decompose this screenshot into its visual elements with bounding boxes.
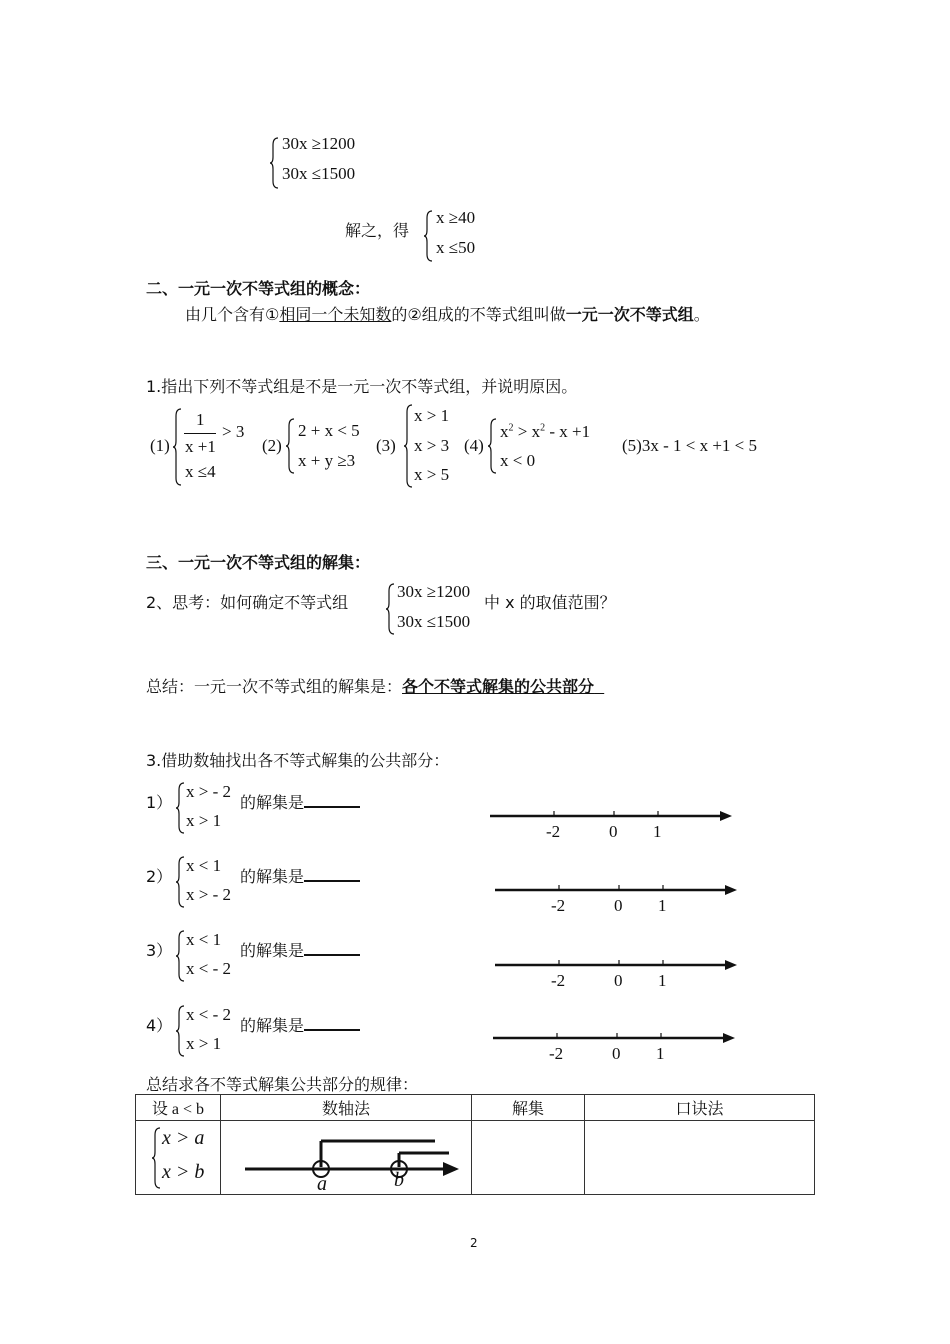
brace	[176, 856, 186, 908]
page-number: 2	[470, 1236, 478, 1250]
system-line: x ≤50	[436, 238, 476, 257]
number-line-cell	[221, 1121, 472, 1195]
system-line: x > 3	[414, 436, 450, 455]
section-heading: 二、一元一次不等式组的概念：	[146, 279, 371, 298]
brace	[270, 137, 280, 189]
system-line: x < 1	[186, 930, 222, 949]
item-label: (1)	[150, 436, 170, 455]
tick-label: 0	[614, 896, 623, 915]
question-3: 3.借助数轴找出各不等式解集的公共部分：	[146, 751, 450, 770]
rule-title: 总结求各不等式解集公共部分的规律：	[146, 1075, 419, 1094]
brace	[424, 210, 434, 262]
system-line: 30x ≥1200	[282, 134, 356, 153]
fraction-denominator: x +1	[185, 437, 216, 456]
system-line: x > 1	[186, 811, 222, 830]
think-prefix: 2、思考：如何确定不等式组	[146, 593, 349, 612]
system-line: x < 1	[186, 856, 222, 875]
solve-prefix: 解之，得	[345, 221, 410, 240]
system-line: x > 1	[186, 1034, 222, 1053]
item-label: 1）	[146, 793, 173, 812]
brace	[404, 404, 414, 488]
tick-label: 1	[658, 896, 667, 915]
answer-blank[interactable]	[304, 866, 360, 882]
answer-prompt: 的解集是	[240, 938, 360, 961]
system-line: x + y ≥3	[298, 451, 356, 470]
brace	[173, 408, 183, 486]
tick-label: -2	[546, 822, 561, 841]
brace	[176, 1005, 186, 1057]
point-label: b	[394, 1169, 404, 1191]
answer-prompt: 的解集是	[240, 790, 360, 813]
section-heading: 三、一元一次不等式组的解集：	[146, 553, 371, 572]
tick-label: 1	[656, 1044, 665, 1063]
system-line: x < 0	[500, 451, 536, 470]
answer-blank[interactable]	[304, 792, 360, 808]
system-line: x > 5	[414, 465, 450, 484]
brace	[488, 418, 498, 474]
fraction-bar	[184, 433, 216, 434]
tick-label: -2	[551, 896, 566, 915]
answer-cell[interactable]	[585, 1121, 815, 1195]
system-line: x > 1	[414, 406, 450, 425]
item-label: (5)3x - 1 < x +1 < 5	[622, 436, 757, 455]
system-line: x > b	[162, 1161, 205, 1183]
think-suffix: 中 x 的取值范围？	[484, 593, 616, 612]
tick-label: 1	[658, 971, 667, 990]
header-cell: 数轴法	[221, 1095, 472, 1121]
definition: 由几个含有①相同一个未知数的②组成的不等式组叫做一元一次不等式组。	[185, 305, 710, 324]
item-label: 4）	[146, 1016, 173, 1035]
tick-label: 0	[614, 971, 623, 990]
system-line: x > - 2	[186, 885, 231, 904]
item-label: (3)	[376, 436, 396, 455]
system-line: x < - 2	[186, 959, 231, 978]
brace	[386, 583, 396, 635]
system-line: x ≥40	[436, 208, 476, 227]
answer-blank[interactable]	[304, 940, 360, 956]
tick-label: 0	[612, 1044, 621, 1063]
answer-prompt: 的解集是	[240, 864, 360, 887]
header-cell: 口诀法	[585, 1095, 815, 1121]
tick-label: -2	[549, 1044, 564, 1063]
summary: 总结：一元一次不等式组的解集是：各个不等式解集的公共部分	[146, 677, 595, 696]
system-cell	[136, 1121, 221, 1195]
number-line-diagram	[239, 1129, 469, 1193]
system-line: x > - 2	[186, 782, 231, 801]
tick-label: -2	[551, 971, 566, 990]
question-1: 1.指出下列不等式组是不是一元一次不等式组，并说明原因。	[146, 377, 578, 396]
answer-blank[interactable]	[304, 1015, 360, 1031]
rule-table	[135, 1094, 815, 1195]
fraction-numerator: 1	[196, 410, 205, 429]
brace	[286, 418, 296, 474]
brace	[176, 782, 186, 834]
item-label: 2）	[146, 867, 173, 886]
tick-label: 1	[653, 822, 662, 841]
header-cell: 设 a < b	[136, 1095, 221, 1121]
point-label: a	[317, 1173, 327, 1195]
header-cell: 解集	[472, 1095, 585, 1121]
brace	[176, 930, 186, 982]
tick-label: 0	[609, 822, 618, 841]
item-label: 3）	[146, 941, 173, 960]
system-line: x < - 2	[186, 1005, 231, 1024]
system-line: x ≤4	[185, 462, 216, 481]
answer-cell[interactable]	[472, 1121, 585, 1195]
item-label: (2)	[262, 436, 282, 455]
system-line: 30x ≤1500	[282, 164, 356, 183]
system-line: 30x ≥1200	[397, 582, 471, 601]
brace	[152, 1127, 162, 1189]
answer-prompt: 的解集是	[240, 1013, 360, 1036]
system-line: 2 + x < 5	[298, 421, 360, 440]
system-line: $x^2 > x^2 - x +1$	[500, 422, 591, 441]
system-line: x > a	[162, 1127, 205, 1149]
system-line: 30x ≤1500	[397, 612, 471, 631]
item-label: (4)	[464, 436, 484, 455]
system-line: > 3	[222, 422, 245, 441]
